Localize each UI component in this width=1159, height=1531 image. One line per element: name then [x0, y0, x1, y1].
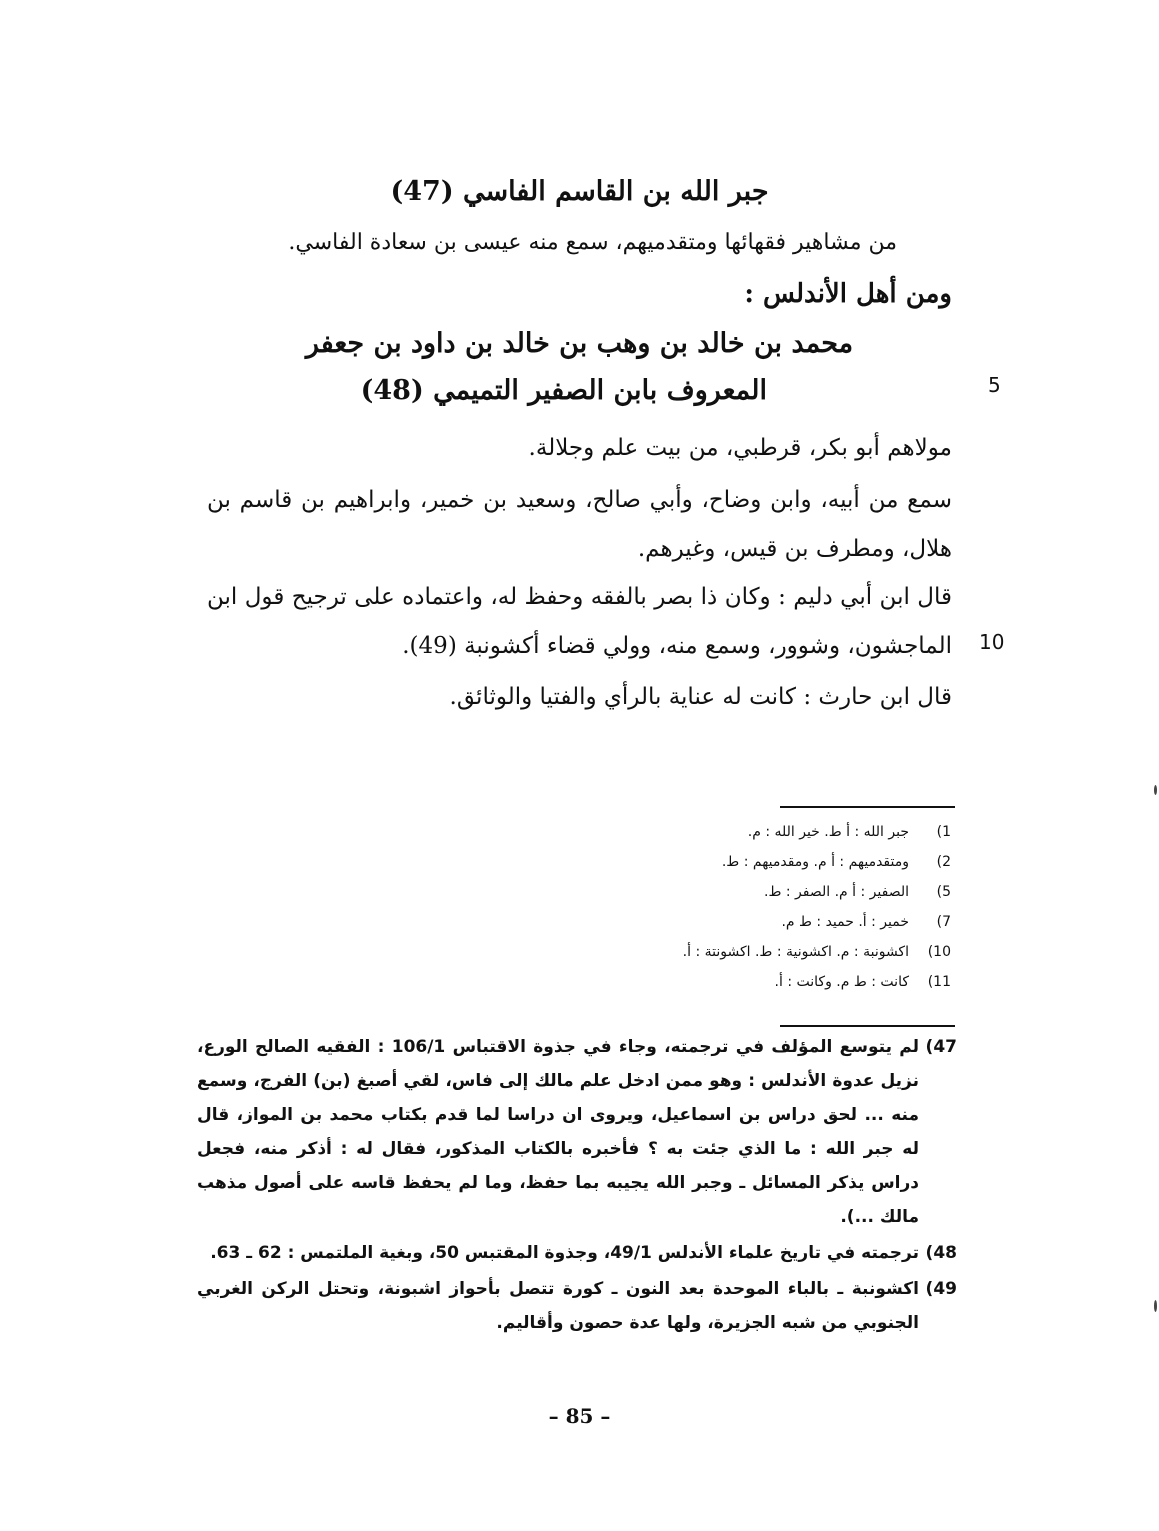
- footnote-number: 48): [925, 1243, 957, 1263]
- scan-speck: [1154, 1300, 1157, 1312]
- line-number-5: 5: [988, 373, 1001, 397]
- apparatus-line-ref: 11): [927, 974, 951, 990]
- footnote-text: ترجمته في تاريخ علماء الأندلس 49/1، وجذوة المقتبس 50، وبغية الملتمس : 62 ـ 63.: [210, 1243, 919, 1263]
- footnotes: [197, 1030, 957, 1342]
- apparatus-variant: خمير : أ. حميد : ط م.: [781, 914, 909, 930]
- footnote-number: 47): [925, 1037, 957, 1057]
- apparatus-variant: ومتقدميهم : أ م. ومقدميهم : ط.: [721, 854, 909, 870]
- critical-apparatus: [431, 817, 951, 997]
- apparatus-line-ref: 1): [936, 824, 951, 840]
- paragraph-ibn-harith: قال ابن حارث : كانت له عناية بالرأي والفتيا والوثائق.: [449, 684, 952, 710]
- paragraph-origin: مولاهم أبو بكر، قرطبي، من بيت علم وجلالة.: [528, 435, 952, 461]
- page-number: – 85 –: [548, 1404, 611, 1428]
- entry-title-ibn-al-safir-line2: المعروف بابن الصفير التميمي (48): [360, 375, 767, 406]
- apparatus-variant: كانت : ط م. وكانت : أ.: [774, 974, 909, 990]
- apparatus-row: [431, 817, 951, 847]
- line-number-10: 10: [979, 630, 1005, 654]
- entry-title-jabr-allah: جبر الله بن القاسم الفاسي (47): [390, 176, 769, 207]
- footnote-47: [197, 1030, 957, 1234]
- apparatus-line-ref: 10): [927, 944, 951, 960]
- footnote-number: 49): [925, 1279, 957, 1299]
- footnote-48: [197, 1236, 957, 1270]
- scan-speck: [1154, 785, 1157, 795]
- footnote-text: لم يتوسع المؤلف في ترجمته، وجاء في جذوة الاقتباس 106/1 : الفقيه الصالح الورع، نزيل عدوة الأندلس : وهو ممن ادخل علم مالك إلى فاس، لقي أصبغ (بن) الفرج، وسمع منه ... لحق دراس بن اسماعيل، ويروى ان دراسا لما قدم بكتاب محمد بن المواز، قال له جبر الله : ما الذي جئت به ؟ فأخبره بالكتاب المذكور، فقال له : أذكر منه، فجعل دراس يذكر المسائل ـ وجبر الله يجيبه بما حفظ، وما لم يحفظ قاسه على أصول مذهب مالك ...).: [197, 1037, 919, 1227]
- apparatus-variant: جبر الله : أ ط. خير الله : م.: [747, 824, 909, 840]
- footnote-49: [197, 1272, 957, 1340]
- apparatus-row: [431, 847, 951, 877]
- footnote-text: اكشونبة ـ بالباء الموحدة بعد النون ـ كورة تتصل بأحواز اشبونة، وتحتل الركن الغربي الجنوبي من شبه الجزيرة، ولها عدة حصون وأقاليم.: [197, 1279, 919, 1333]
- apparatus-divider: [780, 806, 955, 808]
- entry-description: من مشاهير فقهائها ومتقدميهم، سمع منه عيسى بن سعادة الفاسي.: [288, 230, 897, 255]
- section-heading-andalus: ومن أهل الأندلس :: [744, 279, 952, 309]
- apparatus-line-ref: 5): [936, 884, 951, 900]
- footnotes-divider: [780, 1025, 955, 1027]
- apparatus-row: [431, 877, 951, 907]
- apparatus-row: [431, 967, 951, 997]
- paragraph-ibn-abi-dulaym: قال ابن أبي دليم : وكان ذا بصر بالفقه وحفظ له، واعتماده على ترجيح قول ابن الماجشون، وشوور، وسمع منه، وولي قضاء أكشونبة (49).: [207, 584, 952, 659]
- entry-title-ibn-al-safir-line1: محمد بن خالد بن وهب بن خالد بن داود بن جعفر: [305, 328, 854, 359]
- apparatus-row: [431, 907, 951, 937]
- apparatus-line-ref: 7): [936, 914, 951, 930]
- apparatus-line-ref: 2): [936, 854, 951, 870]
- apparatus-variant: اكشونبة : م. اكشونية : ط. اكشونتة : أ.: [682, 944, 909, 960]
- apparatus-variant: الصفير : أ م. الصفر : ط.: [764, 884, 909, 900]
- paragraph-teachers: سمع من أبيه، وابن وضاح، وأبي صالح، وسعيد بن خمير، وابراهيم بن قاسم بن هلال، ومطرف بن قيس، وغيرهم.: [207, 487, 952, 562]
- apparatus-row: [431, 937, 951, 967]
